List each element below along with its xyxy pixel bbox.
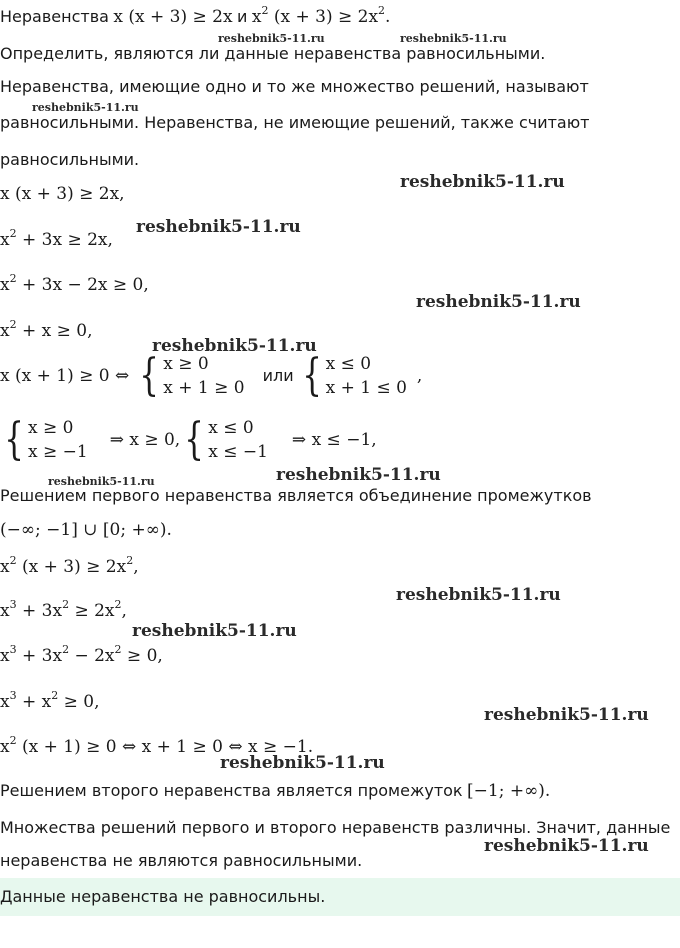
brace-icon: { [4, 414, 24, 465]
inequality-2: $x^2$ $(x + 3) \ge 2x^2$. [251, 4, 391, 27]
answer-box [0, 878, 680, 916]
brace-icon: { [301, 350, 322, 401]
conclusion-2-line [0, 780, 550, 802]
interval-2: [−1; +∞). [467, 781, 551, 801]
system-d: { x ≤ 0 x ≤ −1 [184, 414, 268, 465]
watermark: reshebnik5-11.ru [400, 172, 565, 192]
step-1: x (x + 3) ≥ 2x, [0, 184, 125, 204]
watermark: reshebnik5-11.ru [416, 292, 581, 312]
definition-line-2: равносильными. Неравенства, не имеющие решений, также считают [0, 113, 590, 132]
watermark: reshebnik5-11.ru [152, 336, 317, 356]
lead-text: Неравенства [0, 7, 109, 26]
brace-icon: { [184, 414, 205, 465]
conclusion-2: Решением второго неравенства является промежуток [0, 781, 463, 800]
implication-d: ⇒ x ≤ −1, [291, 430, 377, 450]
task-text: Определить, являются ли данные неравенства равносильными. [0, 44, 546, 63]
watermark: reshebnik5-11.ru [132, 621, 297, 641]
final-line-1: Множества решений первого и второго неравенств различны. Значит, данные [0, 818, 671, 837]
answer-text: Данные неравенства не равносильны. [0, 887, 326, 906]
step2-4: $x^3 + x^2 \ge 0$, [0, 689, 100, 712]
brace-icon: { [139, 350, 160, 401]
step-2: $x^2 + 3x \ge 2x$, [0, 227, 113, 250]
inequality-1: x (x + 3) ≥ 2x [113, 7, 233, 27]
interval-1: (−∞; −1] ∪ [0; +∞). [0, 520, 172, 540]
system-end: , [416, 366, 423, 386]
final-line-2: неравенства не являются равносильными. [0, 851, 363, 870]
step-4: $x^2 + x \ge 0$, [0, 318, 93, 341]
system-a: { x ≥ 0 x + 1 ≥ 0 [139, 350, 245, 401]
definition-line-1: Неравенства, имеющие одно и то же множество решений, называют [0, 77, 589, 96]
watermark: reshebnik5-11.ru [396, 585, 561, 605]
conclusion-1: Решением первого неравенства является объединение промежутков [0, 486, 592, 505]
definition-line-3: равносильными. [0, 150, 140, 169]
watermark: reshebnik5-11.ru [484, 836, 649, 856]
step2-5: $x^2$ (x + 1) ≥ 0 ⇔ x + 1 ≥ 0 ⇔ x ≥ −1. [0, 734, 314, 757]
step-5-systems [0, 352, 422, 400]
step2-3: $x^3 + 3x^2 - 2x^2 \ge 0$, [0, 643, 163, 666]
watermark: reshebnik5-11.ru [218, 32, 325, 45]
watermark: reshebnik5-11.ru [32, 101, 139, 114]
watermark: reshebnik5-11.ru [220, 753, 385, 773]
watermark: reshebnik5-11.ru [484, 705, 649, 725]
implication-c: ⇒ x ≥ 0, [109, 430, 181, 450]
watermark: reshebnik5-11.ru [136, 217, 301, 237]
step-6-systems [0, 416, 377, 464]
system-c: { x ≥ 0 x ≥ −1 [4, 414, 88, 465]
or-text: или [262, 366, 294, 385]
system-b: { x ≤ 0 x + 1 ≤ 0 [301, 350, 407, 401]
watermark: reshebnik5-11.ru [400, 32, 507, 45]
step2-1: $x^2$ $(x + 3) \ge 2x^2$, [0, 554, 139, 577]
connector-text: и [237, 7, 248, 26]
watermark: reshebnik5-11.ru [276, 465, 441, 485]
step-3: $x^2 + 3x - 2x \ge 0$, [0, 272, 149, 295]
step2-2: $x^3 + 3x^2 \ge 2x^2$, [0, 598, 127, 621]
watermark: reshebnik5-11.ru [48, 475, 155, 488]
step-5-lead: x (x + 1) ≥ 0 ⇔ [0, 366, 130, 386]
problem-statement [0, 6, 390, 30]
